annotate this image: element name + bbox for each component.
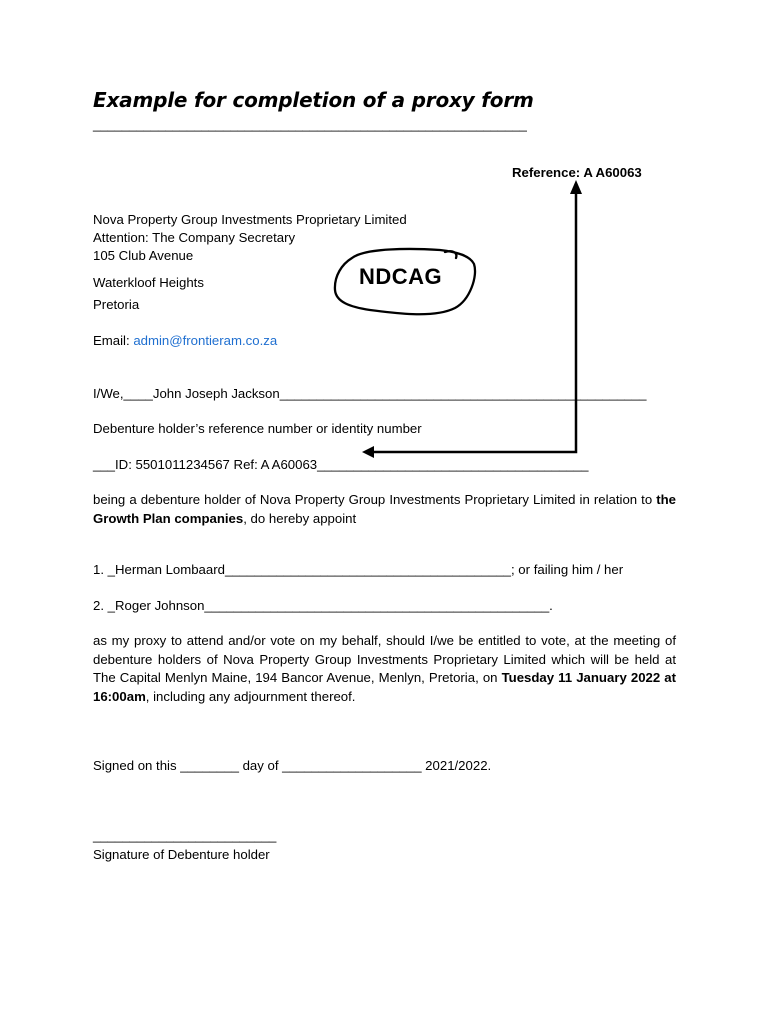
signed-line: Signed on this ________ day of ___________________ 2021/2022. [93, 758, 492, 773]
holder-paragraph: being a debenture holder of Nova Property Group Investments Proprietary Limited in relation to the Growth Plan companies, do hereby appoint [93, 492, 676, 526]
meeting-paragraph: as my proxy to attend and/or vote on my behalf, should I/we be entitled to vote, at the meeting of debenture holders of Nova Property Group Investments Proprietary Limited which will be held at The Capital Menlyn Maine, 194 Bancor Avenue, Menlyn, Pretoria, on Tuesday 11 January 2022 at 16:00am, including any adjournment thereof. [93, 633, 677, 704]
stamp-loop [335, 249, 475, 314]
address-city: Pretoria [93, 297, 140, 312]
title-underline: ____________________________________________________________ [93, 117, 527, 132]
address-suburb: Waterkloof Heights [93, 275, 204, 290]
email-link[interactable]: admin@frontieram.co.za [133, 333, 278, 348]
proxy-2-line: 2. _Roger Johnson_______________________________________________. [93, 598, 553, 613]
id-arrow-head [362, 446, 374, 458]
signature-rule: _________________________ [93, 828, 277, 843]
id-line: ___ID: 5501011234567 Ref: A A60063_____________________________________ [93, 457, 589, 472]
email-label: Email: [93, 333, 134, 348]
address-street: 105 Club Avenue [93, 248, 194, 263]
iwe-line: I/We,____John Joseph Jackson__________________________________________________ [93, 386, 647, 401]
reference-arrow-line [370, 188, 576, 452]
meeting-date-bold: Tuesday 11 January 2022 at 16:00am [93, 670, 677, 704]
signature-label: Signature of Debenture holder [93, 847, 270, 862]
growth-plan-bold: the Growth Plan companies [93, 492, 676, 526]
reference-arrow-head [570, 180, 582, 194]
address-attention: Attention: The Company Secretary [93, 230, 296, 245]
reference-label: Reference: A A60063 [512, 165, 642, 180]
address-company: Nova Property Group Investments Proprietary Limited [93, 212, 407, 227]
proxy-1-line: 1. _Herman Lombaard_______________________________________; or failing him / her [93, 562, 624, 577]
document-title: Example for completion of a proxy form [93, 88, 534, 112]
stamp-text: NDCAG [359, 264, 443, 289]
debenture-ref-label: Debenture holder’s reference number or identity number [93, 421, 422, 436]
